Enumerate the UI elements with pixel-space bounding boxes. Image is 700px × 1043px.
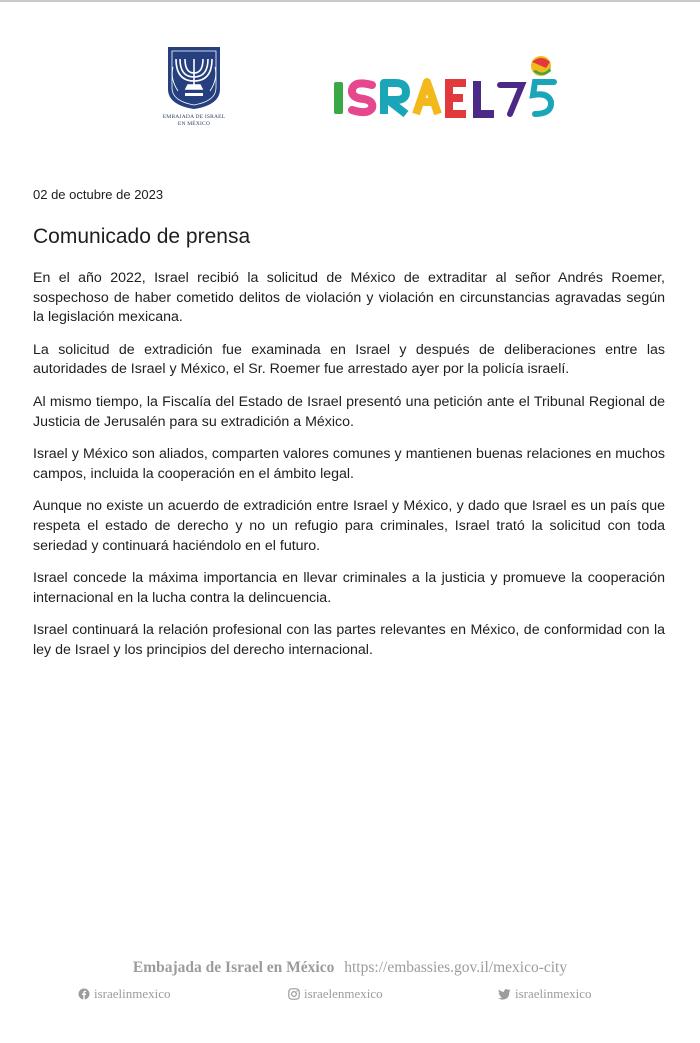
social-handle: israelenmexico [304,986,383,1001]
paragraph: Israel concede la máxima importancia en llevar criminales a la justicia y promueve la cooperación internacional en la lucha contra la delincuencia. [33,570,665,606]
paragraph: Al mismo tiempo, la Fiscalía del Estado de Israel presentó una petición ante el Tribunal Regional de Justicia de Jerusalén para su extradición a México. [33,393,665,430]
top-border [0,0,700,2]
paragraph: La solicitud de extradición fue examinada en Israel y después de deliberaciones entre las autoridades de Israel y México, el Sr. Roemer fue arrestado ayer por la policía israelí. [33,341,665,378]
paragraph: Israel continuará la relación profesional con las partes relevantes en México, de conformidad con la ley de Israel y los principios del derecho internacional. [33,622,665,658]
paragraph: Israel y México son aliados, comparten valores comunes y mantienen buenas relaciones en muchos campos, incluida la cooperación en el ámbito legal. [33,446,665,482]
footer-contact [0,959,700,977]
social-handle: israelinmexico [515,986,592,1001]
paragraph: Aunque no existe un acuerdo de extradición entre Israel y México, y dado que Israel es un país que respeta el estado de derecho y no un refugio para criminales, Israel trató la solicitud con toda seriedad y continuará haciéndolo en el futuro. [33,498,665,554]
document-body [33,269,665,674]
social-handle: israelinmexico [94,986,171,1001]
social-twitter[interactable] [498,986,592,1002]
instagram-icon [288,988,300,1000]
document-date: 02 de octubre de 2023 [33,187,164,202]
israel-75-logo-icon [332,52,567,130]
social-instagram[interactable] [288,986,383,1002]
facebook-icon [78,988,90,1000]
footer-organization: Embajada de Israel en México [132,959,335,976]
paragraph: En el año 2022, Israel recibió la solicitud de México de extraditar al señor Andrés Roemer, sospechoso de haber cometido delitos de violación y violación en circunstancias agravadas según la legislación mexicana. [33,270,665,326]
menorah-emblem-icon [166,45,222,111]
document-title: Comunicado de prensa [33,225,251,248]
israel-75-logo [332,52,567,130]
footer-website-link[interactable]: https://embassies.gov.il/mexico-city [344,959,568,976]
twitter-icon [498,989,511,1000]
emblem-caption: EMBAJADA DE ISRAEL EN MÉXICO [162,114,226,127]
social-facebook[interactable] [78,986,171,1002]
embassy-emblem [156,45,232,127]
